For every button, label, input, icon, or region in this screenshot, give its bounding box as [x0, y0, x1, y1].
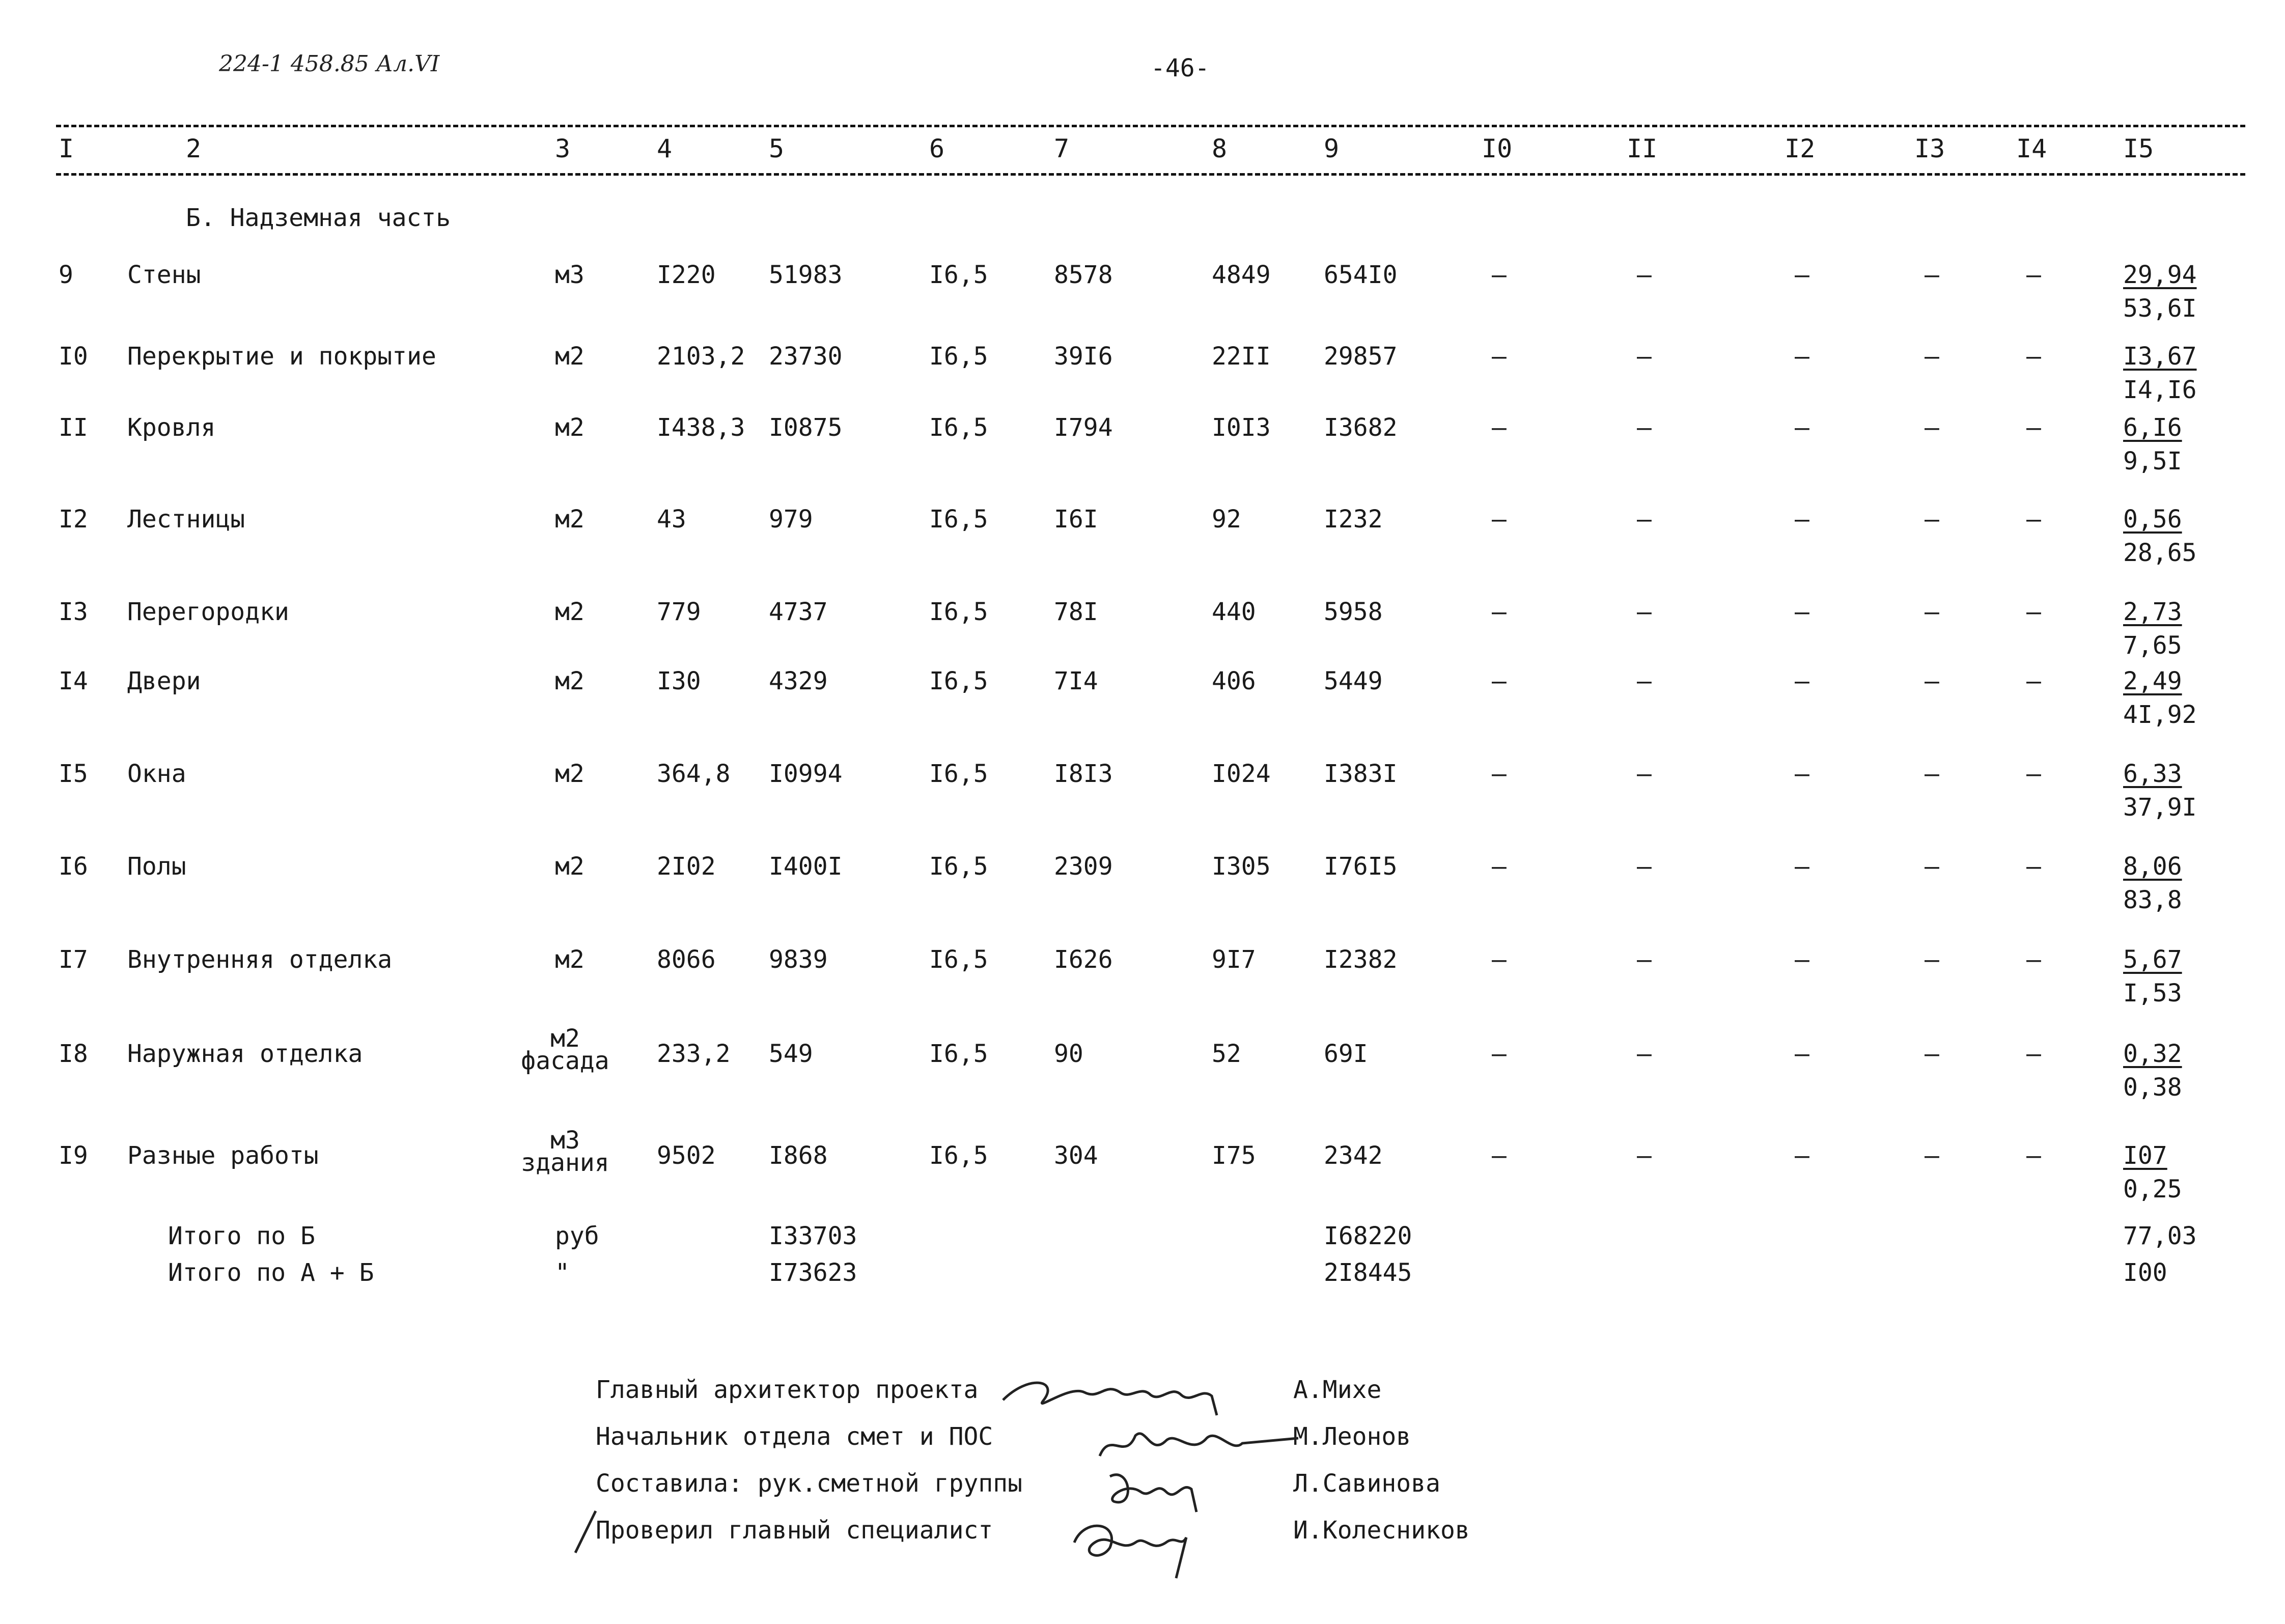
- row-col-6: I6,5: [929, 852, 988, 881]
- row-col-5: 549: [769, 1040, 813, 1068]
- share-denominator: 28,65: [2123, 539, 2197, 567]
- row-share-fraction: [2123, 1140, 2182, 1205]
- total-col-9: I68220: [1324, 1222, 1412, 1250]
- row-col-10: –: [1492, 852, 1507, 881]
- share-denominator: 0,38: [2123, 1073, 2182, 1102]
- row-col-7: I626: [1054, 945, 1113, 974]
- row-unit: м2: [555, 598, 584, 626]
- row-col-7: I794: [1054, 413, 1113, 442]
- total-unit: руб: [555, 1222, 599, 1250]
- row-col-6: I6,5: [929, 598, 988, 626]
- row-col-11: –: [1637, 413, 1652, 442]
- row-col-11: –: [1637, 1141, 1652, 1170]
- share-numerator: I07: [2123, 1141, 2167, 1170]
- row-col-8: I0I3: [1212, 413, 1271, 442]
- row-col-8: I75: [1212, 1141, 1256, 1170]
- row-number: II: [59, 413, 88, 442]
- row-unit-line1: м2: [550, 1024, 580, 1053]
- row-col-9: I2382: [1324, 945, 1398, 974]
- share-numerator: 5,67: [2123, 945, 2182, 974]
- row-col-13: –: [1925, 598, 1939, 626]
- row-col-10: –: [1492, 261, 1507, 289]
- row-col-8: 92: [1212, 505, 1241, 534]
- signature-name: М.Леонов: [1293, 1422, 1411, 1451]
- row-share-fraction: [2123, 1039, 2182, 1103]
- column-header-4: 4: [657, 134, 673, 163]
- row-col-13: –: [1925, 760, 1939, 788]
- share-numerator: 0,56: [2123, 505, 2182, 534]
- row-col-14: –: [2026, 1040, 2041, 1068]
- row-col-14: –: [2026, 598, 2041, 626]
- row-share-fraction: [2123, 666, 2197, 730]
- row-unit: м2: [555, 667, 584, 695]
- row-col-8: I305: [1212, 852, 1271, 881]
- row-col-6: I6,5: [929, 261, 988, 289]
- row-col-4: 43: [657, 505, 686, 534]
- row-col-8: I024: [1212, 760, 1271, 788]
- row-col-6: I6,5: [929, 505, 988, 534]
- column-header-10: I0: [1482, 134, 1513, 163]
- row-col-12: –: [1795, 852, 1809, 881]
- row-col-11: –: [1637, 342, 1652, 371]
- row-col-8: 22II: [1212, 342, 1271, 371]
- row-col-11: –: [1637, 261, 1652, 289]
- row-col-11: –: [1637, 852, 1652, 881]
- row-col-7: I8I3: [1054, 760, 1113, 788]
- signature-role: Проверил главный специалист: [596, 1516, 993, 1545]
- row-col-9: 2342: [1324, 1141, 1383, 1170]
- row-col-13: –: [1925, 261, 1939, 289]
- row-col-11: –: [1637, 760, 1652, 788]
- row-number: I9: [59, 1141, 88, 1170]
- row-col-7: I6I: [1054, 505, 1098, 534]
- row-col-7: 304: [1054, 1141, 1098, 1170]
- row-col-12: –: [1795, 413, 1809, 442]
- row-col-7: 39I6: [1054, 342, 1113, 371]
- row-number: I3: [59, 598, 88, 626]
- row-col-11: –: [1637, 945, 1652, 974]
- row-col-4: 2103,2: [657, 342, 745, 371]
- row-col-4: 779: [657, 598, 701, 626]
- row-unit-line1: м3: [550, 1126, 580, 1155]
- row-col-9: 69I: [1324, 1040, 1368, 1068]
- row-item-name: Лестницы: [127, 505, 245, 534]
- row-item-name: Полы: [127, 852, 186, 881]
- signature-scribble-checker: [1064, 1507, 1207, 1583]
- column-header-1: I: [59, 134, 74, 163]
- share-numerator: 6,33: [2123, 760, 2182, 788]
- share-denominator: 83,8: [2123, 886, 2182, 914]
- row-col-6: I6,5: [929, 1040, 988, 1068]
- row-share-fraction: [2123, 597, 2182, 661]
- header-bottom-rule: [56, 173, 2245, 176]
- row-col-12: –: [1795, 1040, 1809, 1068]
- check-mark-stroke: [570, 1507, 601, 1558]
- column-header-15: I5: [2123, 134, 2154, 163]
- row-col-12: –: [1795, 342, 1809, 371]
- share-numerator: 29,94: [2123, 261, 2197, 289]
- row-col-8: 9I7: [1212, 945, 1256, 974]
- row-col-8: 4849: [1212, 261, 1271, 289]
- total-label: Итого по А + Б: [168, 1258, 374, 1287]
- share-numerator: 6,I6: [2123, 413, 2182, 442]
- row-unit: м2: [555, 852, 584, 881]
- row-number: I6: [59, 852, 88, 881]
- row-unit: м2: [555, 945, 584, 974]
- row-item-name: Наружная отделка: [127, 1040, 363, 1068]
- column-header-14: I4: [2016, 134, 2047, 163]
- row-col-10: –: [1492, 598, 1507, 626]
- share-denominator: 9,5I: [2123, 447, 2182, 475]
- signature-name: Л.Савинова: [1293, 1469, 1440, 1498]
- row-col-4: 2I02: [657, 852, 716, 881]
- row-col-10: –: [1492, 945, 1507, 974]
- row-col-7: 2309: [1054, 852, 1113, 881]
- share-denominator: 37,9I: [2123, 793, 2197, 822]
- row-col-8: 440: [1212, 598, 1256, 626]
- share-denominator: I,53: [2123, 979, 2182, 1007]
- signature-role: Главный архитектор проекта: [596, 1376, 979, 1404]
- row-col-5: I400I: [769, 852, 843, 881]
- row-col-4: I438,3: [657, 413, 745, 442]
- row-unit: м3: [555, 261, 584, 289]
- total-label: Итого по Б: [168, 1222, 315, 1250]
- share-numerator: 2,73: [2123, 598, 2182, 626]
- row-col-12: –: [1795, 505, 1809, 534]
- row-unit: [489, 1126, 642, 1177]
- row-share-fraction: [2123, 759, 2197, 823]
- row-col-4: 364,8: [657, 760, 731, 788]
- row-item-name: Перегородки: [127, 598, 289, 626]
- row-col-4: I30: [657, 667, 701, 695]
- row-col-7: 7I4: [1054, 667, 1098, 695]
- row-col-6: I6,5: [929, 342, 988, 371]
- total-unit: ": [555, 1258, 570, 1287]
- row-item-name: Стены: [127, 261, 201, 289]
- row-item-name: Кровля: [127, 413, 216, 442]
- total-col-5: I33703: [769, 1222, 857, 1250]
- row-col-14: –: [2026, 852, 2041, 881]
- row-share-fraction: [2123, 412, 2182, 477]
- row-unit: м2: [555, 413, 584, 442]
- signature-scribble-architect: [998, 1364, 1242, 1420]
- row-item-name: Внутренняя отделка: [127, 945, 393, 974]
- total-col-15: I00: [2123, 1258, 2167, 1287]
- row-share-fraction: [2123, 260, 2197, 324]
- row-col-13: –: [1925, 413, 1939, 442]
- row-col-9: 5449: [1324, 667, 1383, 695]
- row-col-13: –: [1925, 667, 1939, 695]
- row-item-name: Окна: [127, 760, 186, 788]
- column-header-8: 8: [1212, 134, 1228, 163]
- row-unit: м2: [555, 505, 584, 534]
- row-share-fraction: [2123, 504, 2197, 568]
- row-col-8: 406: [1212, 667, 1256, 695]
- row-col-10: –: [1492, 760, 1507, 788]
- row-number: I2: [59, 505, 88, 534]
- row-col-9: 5958: [1324, 598, 1383, 626]
- share-denominator: 53,6I: [2123, 294, 2197, 323]
- row-col-5: 23730: [769, 342, 843, 371]
- row-col-6: I6,5: [929, 1141, 988, 1170]
- row-col-5: 979: [769, 505, 813, 534]
- row-col-13: –: [1925, 945, 1939, 974]
- row-col-11: –: [1637, 598, 1652, 626]
- row-col-5: I868: [769, 1141, 828, 1170]
- row-unit-line2: фасада: [521, 1047, 609, 1075]
- row-col-8: 52: [1212, 1040, 1241, 1068]
- row-col-12: –: [1795, 945, 1809, 974]
- signature-role: Начальник отдела смет и ПОС: [596, 1422, 993, 1451]
- row-col-11: –: [1637, 505, 1652, 534]
- column-header-12: I2: [1785, 134, 1816, 163]
- row-item-name: Разные работы: [127, 1141, 319, 1170]
- row-col-11: –: [1637, 667, 1652, 695]
- column-header-7: 7: [1054, 134, 1070, 163]
- column-header-13: I3: [1914, 134, 1945, 163]
- row-col-10: –: [1492, 667, 1507, 695]
- row-col-6: I6,5: [929, 760, 988, 788]
- row-col-6: I6,5: [929, 413, 988, 442]
- row-col-12: –: [1795, 598, 1809, 626]
- column-header-9: 9: [1324, 134, 1340, 163]
- row-col-12: –: [1795, 261, 1809, 289]
- document-reference: 224-1 458.85 Ал.VI: [219, 51, 440, 77]
- row-col-13: –: [1925, 505, 1939, 534]
- row-item-name: Перекрытие и покрытие: [127, 342, 436, 371]
- share-denominator: 4I,92: [2123, 701, 2197, 729]
- row-col-14: –: [2026, 945, 2041, 974]
- row-col-10: –: [1492, 413, 1507, 442]
- row-col-14: –: [2026, 342, 2041, 371]
- row-col-5: I0994: [769, 760, 843, 788]
- row-col-5: 51983: [769, 261, 843, 289]
- share-numerator: I3,67: [2123, 342, 2197, 371]
- row-col-12: –: [1795, 1141, 1809, 1170]
- row-col-7: 8578: [1054, 261, 1113, 289]
- signature-name: И.Колесников: [1293, 1516, 1470, 1545]
- row-number: I4: [59, 667, 88, 695]
- row-col-13: –: [1925, 852, 1939, 881]
- row-col-14: –: [2026, 505, 2041, 534]
- row-col-11: –: [1637, 1040, 1652, 1068]
- total-col-9: 2I8445: [1324, 1258, 1412, 1287]
- row-share-fraction: [2123, 851, 2182, 915]
- signature-role: Составила: рук.сметной группы: [596, 1469, 1023, 1498]
- row-col-10: –: [1492, 505, 1507, 534]
- row-number: I5: [59, 760, 88, 788]
- share-numerator: 0,32: [2123, 1040, 2182, 1068]
- row-share-fraction: [2123, 944, 2182, 1009]
- share-denominator: 0,25: [2123, 1175, 2182, 1203]
- page-number: -46-: [1151, 54, 1210, 82]
- row-col-9: I232: [1324, 505, 1383, 534]
- row-col-9: 654I0: [1324, 261, 1398, 289]
- row-col-14: –: [2026, 760, 2041, 788]
- row-col-6: I6,5: [929, 667, 988, 695]
- row-col-4: 9502: [657, 1141, 716, 1170]
- total-col-15: 77,03: [2123, 1222, 2197, 1250]
- row-col-7: 90: [1054, 1040, 1083, 1068]
- row-col-12: –: [1795, 667, 1809, 695]
- row-col-9: I76I5: [1324, 852, 1398, 881]
- share-denominator: 7,65: [2123, 631, 2182, 660]
- column-header-5: 5: [769, 134, 785, 163]
- row-col-5: 9839: [769, 945, 828, 974]
- row-col-4: 8066: [657, 945, 716, 974]
- row-unit-line2: здания: [521, 1149, 609, 1177]
- row-col-9: I3682: [1324, 413, 1398, 442]
- share-numerator: 8,06: [2123, 852, 2182, 881]
- signature-name: А.Михе: [1293, 1376, 1382, 1404]
- row-col-4: I220: [657, 261, 716, 289]
- row-col-14: –: [2026, 413, 2041, 442]
- row-col-5: I0875: [769, 413, 843, 442]
- row-number: I7: [59, 945, 88, 974]
- share-numerator: 2,49: [2123, 667, 2182, 695]
- row-col-13: –: [1925, 342, 1939, 371]
- row-col-13: –: [1925, 1141, 1939, 1170]
- row-col-10: –: [1492, 342, 1507, 371]
- row-col-14: –: [2026, 667, 2041, 695]
- row-share-fraction: [2123, 341, 2197, 405]
- row-col-9: 29857: [1324, 342, 1398, 371]
- column-header-11: II: [1627, 134, 1658, 163]
- row-col-14: –: [2026, 261, 2041, 289]
- row-col-10: –: [1492, 1141, 1507, 1170]
- row-number: 9: [59, 261, 73, 289]
- row-number: I8: [59, 1040, 88, 1068]
- row-item-name: Двери: [127, 667, 201, 695]
- row-unit: м2: [555, 760, 584, 788]
- row-col-13: –: [1925, 1040, 1939, 1068]
- row-col-4: 233,2: [657, 1040, 731, 1068]
- share-denominator: I4,I6: [2123, 376, 2197, 404]
- column-header-3: 3: [555, 134, 571, 163]
- row-unit: м2: [555, 342, 584, 371]
- header-top-rule: [56, 125, 2245, 127]
- row-col-9: I383I: [1324, 760, 1398, 788]
- column-header-2: 2: [186, 134, 202, 163]
- row-col-6: I6,5: [929, 945, 988, 974]
- row-col-14: –: [2026, 1141, 2041, 1170]
- total-col-5: I73623: [769, 1258, 857, 1287]
- column-header-6: 6: [929, 134, 945, 163]
- section-title: Б. Надземная часть: [186, 204, 451, 232]
- row-col-5: 4329: [769, 667, 828, 695]
- row-col-12: –: [1795, 760, 1809, 788]
- row-number: I0: [59, 342, 88, 371]
- row-unit: [489, 1024, 642, 1075]
- row-col-10: –: [1492, 1040, 1507, 1068]
- row-col-7: 78I: [1054, 598, 1098, 626]
- row-col-5: 4737: [769, 598, 828, 626]
